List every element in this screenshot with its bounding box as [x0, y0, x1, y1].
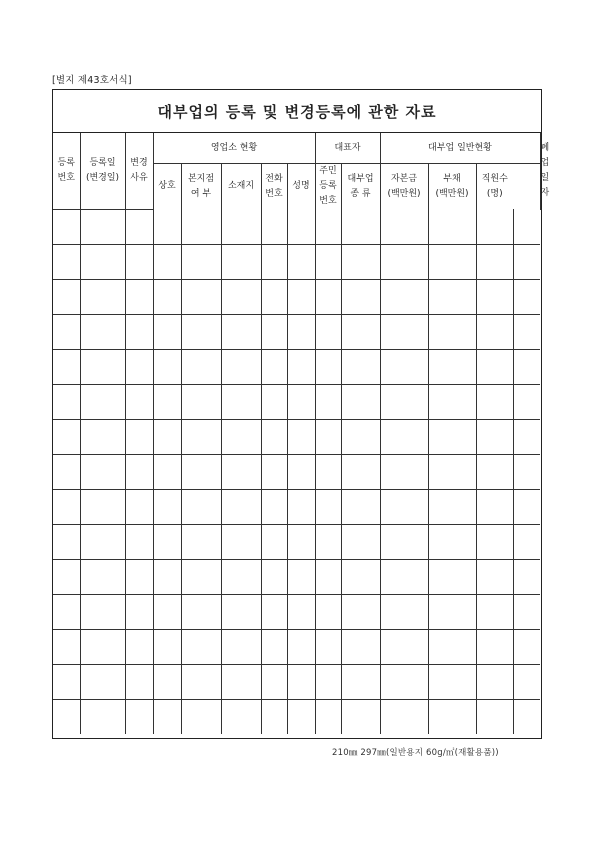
table-cell[interactable] [80, 244, 125, 279]
table-cell[interactable] [341, 559, 380, 594]
table-cell[interactable] [80, 314, 125, 349]
table-cell[interactable] [53, 349, 80, 384]
table-cell[interactable] [181, 524, 221, 559]
table-cell[interactable] [80, 629, 125, 664]
table-cell[interactable] [153, 314, 181, 349]
table-cell[interactable] [80, 279, 125, 314]
table-cell[interactable] [341, 664, 380, 699]
form-title: 대부업의 등록 및 변경등록에 관한 자료 [53, 90, 541, 133]
table-cell[interactable] [476, 209, 513, 244]
table-cell[interactable] [380, 629, 428, 664]
table-cell[interactable] [53, 699, 80, 734]
table-cell[interactable] [287, 349, 315, 384]
header-biz-group: 대부업 일반현황 [380, 133, 540, 164]
table-cell[interactable] [315, 524, 341, 559]
table-cell[interactable] [315, 664, 341, 699]
table-cell[interactable] [80, 209, 125, 244]
table-cell[interactable] [476, 454, 513, 489]
table-cell[interactable] [428, 384, 476, 419]
table-cell[interactable] [513, 349, 540, 384]
header-rep-id: 주민 등록 번호 [315, 164, 341, 210]
header-phone: 전화 번호 [261, 164, 287, 210]
table-cell[interactable] [287, 244, 315, 279]
table-row [53, 454, 540, 489]
table-cell[interactable] [476, 314, 513, 349]
table-cell[interactable] [513, 524, 540, 559]
table-cell[interactable] [315, 384, 341, 419]
table-cell[interactable] [125, 699, 153, 734]
table-cell[interactable] [287, 454, 315, 489]
table-cell[interactable] [261, 244, 287, 279]
table-cell[interactable] [513, 699, 540, 734]
table-cell[interactable] [53, 664, 80, 699]
table-cell[interactable] [315, 419, 341, 454]
table-cell[interactable] [221, 279, 261, 314]
header-office-group: 영업소 현황 [153, 133, 315, 164]
table-cell[interactable] [221, 489, 261, 524]
table-cell[interactable] [181, 244, 221, 279]
table-cell[interactable] [287, 559, 315, 594]
table-cell[interactable] [125, 419, 153, 454]
header-rep-group: 대표자 [315, 133, 380, 164]
table-cell[interactable] [125, 454, 153, 489]
table-cell[interactable] [153, 419, 181, 454]
header-rep-name: 성명 [287, 164, 315, 210]
table-cell[interactable] [380, 244, 428, 279]
table-cell[interactable] [221, 524, 261, 559]
table-cell[interactable] [315, 244, 341, 279]
table-cell[interactable] [287, 489, 315, 524]
table-cell[interactable] [181, 384, 221, 419]
table-cell[interactable] [428, 419, 476, 454]
table-cell[interactable] [153, 559, 181, 594]
table-cell[interactable] [221, 244, 261, 279]
table-cell[interactable] [125, 489, 153, 524]
table-cell[interactable] [476, 594, 513, 629]
table-cell[interactable] [53, 594, 80, 629]
form-box [52, 89, 550, 739]
table-cell[interactable] [287, 279, 315, 314]
table-cell[interactable] [153, 699, 181, 734]
table-cell[interactable] [53, 279, 80, 314]
table-cell[interactable] [80, 559, 125, 594]
table-cell[interactable] [80, 349, 125, 384]
header-capital: 자본금 (백만원) [380, 164, 428, 210]
table-row [53, 349, 540, 384]
table-cell[interactable] [261, 419, 287, 454]
table-cell[interactable] [153, 454, 181, 489]
table-cell[interactable] [513, 384, 540, 419]
table-cell[interactable] [181, 209, 221, 244]
table-cell[interactable] [380, 419, 428, 454]
table-cell[interactable] [341, 629, 380, 664]
header-biz-type: 대부업 종 류 [341, 164, 380, 210]
table-cell[interactable] [513, 489, 540, 524]
header-location: 소재지 [221, 164, 261, 210]
table-cell[interactable] [476, 559, 513, 594]
table-cell[interactable] [181, 629, 221, 664]
table-cell[interactable] [125, 314, 153, 349]
table-cell[interactable] [513, 559, 540, 594]
table-cell[interactable] [153, 594, 181, 629]
table-cell[interactable] [80, 699, 125, 734]
table-cell[interactable] [428, 314, 476, 349]
table-cell[interactable] [315, 454, 341, 489]
header-trade-name: 상호 [153, 164, 181, 210]
table-cell[interactable] [341, 349, 380, 384]
table-cell[interactable] [53, 454, 80, 489]
table-cell[interactable] [125, 664, 153, 699]
table-row [53, 524, 540, 559]
table-cell[interactable] [476, 629, 513, 664]
table-cell[interactable] [261, 559, 287, 594]
table-cell[interactable] [315, 209, 341, 244]
table-cell[interactable] [380, 594, 428, 629]
header-hq-branch: 본지점 여 부 [181, 164, 221, 210]
table-cell[interactable] [261, 489, 287, 524]
table-cell[interactable] [125, 349, 153, 384]
table-cell[interactable] [221, 699, 261, 734]
table-cell[interactable] [181, 314, 221, 349]
table-cell[interactable] [380, 279, 428, 314]
table-cell[interactable] [380, 699, 428, 734]
registration-table: 등록 번호 등록일 (변경일) 변경 사유 영업소 현황 대표자 대부업 일반현황 폐업 일자 상호 본지점 여 부 소재지 전화 번호 성명 주민 등록 번호 대부업 종 류 자본금 (백만원) 부채 (백만원) 직원수 (명) [53, 133, 540, 734]
table-cell[interactable] [428, 279, 476, 314]
table-cell[interactable] [221, 559, 261, 594]
table-cell[interactable] [221, 454, 261, 489]
header-debt: 부채 (백만원) [428, 164, 476, 210]
table-cell[interactable] [261, 699, 287, 734]
table-cell[interactable] [53, 524, 80, 559]
table-cell[interactable] [428, 209, 476, 244]
table-cell[interactable] [53, 489, 80, 524]
table-cell[interactable] [341, 384, 380, 419]
table-cell[interactable] [181, 664, 221, 699]
table-cell[interactable] [125, 209, 153, 244]
table-cell[interactable] [153, 384, 181, 419]
table-cell[interactable] [153, 524, 181, 559]
table-cell[interactable] [513, 629, 540, 664]
table-cell[interactable] [341, 594, 380, 629]
table-cell[interactable] [476, 489, 513, 524]
table-cell[interactable] [221, 349, 261, 384]
table-cell[interactable] [380, 489, 428, 524]
table-row [53, 594, 540, 629]
table-cell[interactable] [380, 454, 428, 489]
table-cell[interactable] [153, 629, 181, 664]
table-cell[interactable] [513, 594, 540, 629]
table-cell[interactable] [261, 524, 287, 559]
table-cell[interactable] [476, 664, 513, 699]
table-cell[interactable] [153, 244, 181, 279]
table-cell[interactable] [513, 209, 540, 244]
table-cell[interactable] [181, 419, 221, 454]
table-cell[interactable] [428, 699, 476, 734]
table-cell[interactable] [80, 489, 125, 524]
table-cell[interactable] [380, 664, 428, 699]
table-row [53, 209, 540, 244]
table-cell[interactable] [341, 244, 380, 279]
table-cell[interactable] [476, 419, 513, 454]
header-change-reason: 변경 사유 [125, 133, 153, 209]
table-cell[interactable] [261, 454, 287, 489]
table-cell[interactable] [315, 349, 341, 384]
table-cell[interactable] [53, 419, 80, 454]
table-cell[interactable] [125, 244, 153, 279]
table-cell[interactable] [261, 314, 287, 349]
table-cell[interactable] [221, 594, 261, 629]
table-cell[interactable] [476, 524, 513, 559]
table-cell[interactable] [261, 664, 287, 699]
table-cell[interactable] [80, 384, 125, 419]
table-cell[interactable] [476, 244, 513, 279]
table-cell[interactable] [53, 209, 80, 244]
table-cell[interactable] [315, 279, 341, 314]
table-cell[interactable] [261, 629, 287, 664]
table-cell[interactable] [153, 664, 181, 699]
table-cell[interactable] [261, 594, 287, 629]
table-row [53, 629, 540, 664]
table-cell[interactable] [341, 489, 380, 524]
table-cell[interactable] [261, 349, 287, 384]
header-staff: 직원수 (명) [476, 164, 513, 210]
table-cell[interactable] [287, 629, 315, 664]
table-cell[interactable] [341, 524, 380, 559]
table-cell[interactable] [153, 209, 181, 244]
table-cell[interactable] [53, 244, 80, 279]
table-cell[interactable] [53, 559, 80, 594]
table-cell[interactable] [428, 489, 476, 524]
table-cell[interactable] [287, 209, 315, 244]
form-number: [별지 제43호서식] [52, 75, 132, 86]
table-row [53, 559, 540, 594]
table-cell[interactable] [53, 629, 80, 664]
table-cell[interactable] [181, 489, 221, 524]
table-cell[interactable] [125, 524, 153, 559]
table-cell[interactable] [80, 594, 125, 629]
table-row [53, 664, 540, 699]
table-cell[interactable] [315, 629, 341, 664]
table-cell[interactable] [341, 314, 380, 349]
table-cell[interactable] [287, 664, 315, 699]
table-cell[interactable] [380, 384, 428, 419]
table-cell[interactable] [287, 419, 315, 454]
table-cell[interactable] [287, 314, 315, 349]
table-cell[interactable] [221, 629, 261, 664]
table-cell[interactable] [221, 419, 261, 454]
table-cell[interactable] [428, 454, 476, 489]
table-cell[interactable] [341, 279, 380, 314]
table-cell[interactable] [315, 594, 341, 629]
table-cell[interactable] [125, 629, 153, 664]
table-cell[interactable] [380, 349, 428, 384]
table-cell[interactable] [380, 559, 428, 594]
table-cell[interactable] [513, 279, 540, 314]
table-cell[interactable] [181, 349, 221, 384]
table-cell[interactable] [428, 524, 476, 559]
table-cell[interactable] [53, 314, 80, 349]
table-cell[interactable] [261, 279, 287, 314]
table-cell[interactable] [125, 384, 153, 419]
table-cell[interactable] [80, 524, 125, 559]
table-cell[interactable] [476, 279, 513, 314]
table-cell[interactable] [341, 209, 380, 244]
table-cell[interactable] [315, 559, 341, 594]
table-cell[interactable] [513, 244, 540, 279]
table-cell[interactable] [380, 524, 428, 559]
table-cell[interactable] [181, 279, 221, 314]
header-reg-date: 등록일 (변경일) [80, 133, 125, 209]
table-cell[interactable] [513, 664, 540, 699]
table-cell[interactable] [261, 384, 287, 419]
table-cell[interactable] [476, 349, 513, 384]
table-cell[interactable] [53, 384, 80, 419]
table-cell[interactable] [315, 489, 341, 524]
table-cell[interactable] [315, 699, 341, 734]
table-cell[interactable] [221, 664, 261, 699]
table-row [53, 699, 540, 734]
table-cell[interactable] [428, 244, 476, 279]
table-row [53, 384, 540, 419]
table-cell[interactable] [181, 699, 221, 734]
table-cell[interactable] [287, 699, 315, 734]
table-cell[interactable] [181, 559, 221, 594]
table-row [53, 419, 540, 454]
table-cell[interactable] [513, 419, 540, 454]
table-cell[interactable] [341, 419, 380, 454]
table-cell[interactable] [80, 419, 125, 454]
table-cell[interactable] [380, 314, 428, 349]
table-cell[interactable] [287, 594, 315, 629]
table-cell[interactable] [476, 384, 513, 419]
table-cell[interactable] [221, 209, 261, 244]
table-cell[interactable] [513, 314, 540, 349]
table-cell[interactable] [221, 384, 261, 419]
table-cell[interactable] [428, 629, 476, 664]
table-cell[interactable] [428, 594, 476, 629]
table-row [53, 244, 540, 279]
table-cell[interactable] [181, 454, 221, 489]
table-cell[interactable] [428, 349, 476, 384]
table-cell[interactable] [380, 209, 428, 244]
table-body [53, 209, 540, 734]
table-cell[interactable] [341, 454, 380, 489]
table-cell[interactable] [513, 454, 540, 489]
table-row [53, 314, 540, 349]
table-cell[interactable] [341, 699, 380, 734]
table-cell[interactable] [125, 279, 153, 314]
table-cell[interactable] [261, 209, 287, 244]
table-cell[interactable] [476, 699, 513, 734]
table-cell[interactable] [80, 454, 125, 489]
table-row [53, 279, 540, 314]
table-cell[interactable] [221, 314, 261, 349]
table-cell[interactable] [153, 279, 181, 314]
table-cell[interactable] [287, 384, 315, 419]
table-cell[interactable] [428, 559, 476, 594]
paper-spec-footer: 210㎜ 297㎜(일반용지 60g/㎡(재활용품)) [332, 748, 499, 758]
table-cell[interactable] [287, 524, 315, 559]
table-cell[interactable] [315, 314, 341, 349]
table-cell[interactable] [153, 489, 181, 524]
table-row [53, 489, 540, 524]
table-cell[interactable] [153, 349, 181, 384]
header-reg-no: 등록 번호 [53, 133, 80, 209]
table-cell[interactable] [80, 664, 125, 699]
table-cell[interactable] [181, 594, 221, 629]
table-cell[interactable] [125, 594, 153, 629]
table-cell[interactable] [125, 559, 153, 594]
table-cell[interactable] [428, 664, 476, 699]
